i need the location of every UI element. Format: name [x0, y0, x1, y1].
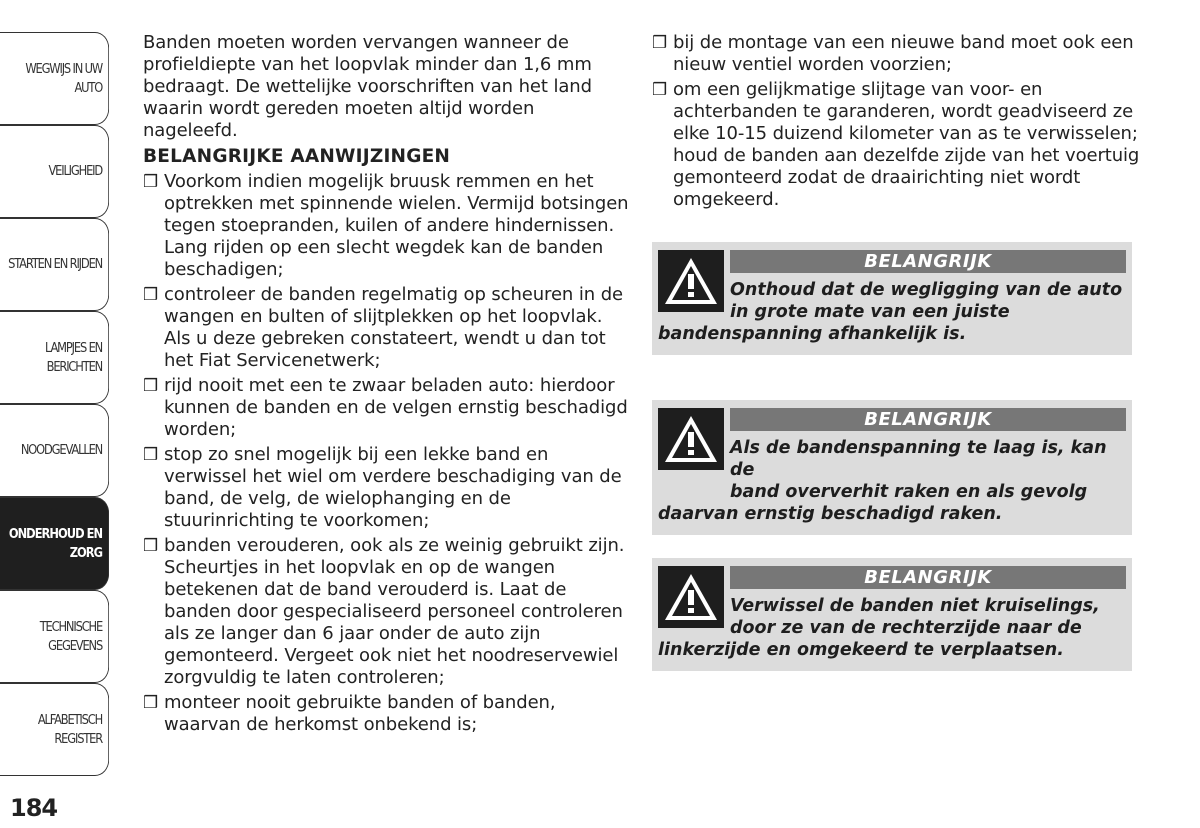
checkbox-bullet-icon: ❒ — [652, 80, 668, 100]
list-item — [143, 444, 633, 532]
warning-text-line: bandenspanning afhankelijk is. — [658, 324, 967, 344]
tab-label-line1: TECHNISCHE — [39, 619, 103, 635]
tab-label-line2: REGISTER — [54, 731, 103, 747]
warning-text-line: Als de bandenspanning te laag is, kan de — [730, 438, 1107, 480]
left-column — [143, 32, 633, 736]
tab-technische-gegevens[interactable] — [0, 590, 109, 683]
list-item — [143, 284, 633, 372]
warning-text-line: Verwissel de banden niet kruiselings, — [730, 596, 1100, 616]
checkbox-bullet-icon: ❒ — [143, 693, 159, 713]
right-column — [652, 32, 1142, 211]
list-item-text: bij de montage van een nieuwe band moet ook een nieuw ventiel worden voorzien; — [673, 32, 1134, 75]
tab-veiligheid[interactable] — [0, 125, 109, 218]
list-item-text: monteer nooit gebruikte banden of banden, waarvan de herkomst onbekend is; — [164, 692, 556, 735]
list-item-text: rijd nooit met een te zwaar beladen auto: hierdoor kunnen de banden en de velgen ernstig beschadigd worden; — [164, 375, 628, 440]
list-item — [143, 535, 633, 689]
warning-text-line: linkerzijde en omgekeerd te verplaatsen. — [658, 640, 1064, 660]
list-item — [143, 171, 633, 281]
warning-title: BELANGRIJK — [730, 566, 1126, 589]
tab-label-line1: ONDERHOUD EN — [8, 526, 103, 542]
tab-label-line1: VEILIGHEID — [48, 164, 103, 179]
tab-label-line2: AUTO — [74, 80, 103, 96]
chapter-tabs — [0, 32, 126, 776]
list-item-text: controleer de banden regelmatig op scheuren in de wangen en bulten of slijtplekken op het loopvlak. Als u deze gebreken constateert, wendt u dan tot het Fiat Servicenetwerk; — [164, 284, 623, 371]
warning-triangle-icon — [658, 566, 724, 628]
tab-label-line2: ZORG — [69, 545, 103, 561]
list-item-text: om een gelijkmatige slijtage van voor- en achterbanden te garanderen, wordt geadviseerd ze elke 10-15 duizend kilometer van as te verwisselen; houd de banden aan dezelfde zijde van het voertuig gemonteerd zodat de draairichting niet wordt omgekeerd. — [673, 79, 1140, 210]
page-number: 184 — [10, 794, 58, 822]
tab-wegwijs[interactable] — [0, 32, 109, 125]
checkbox-bullet-icon: ❒ — [143, 172, 159, 192]
list-item — [652, 79, 1142, 211]
checkbox-bullet-icon: ❒ — [143, 445, 159, 465]
checkbox-bullet-icon: ❒ — [652, 33, 668, 53]
tab-label-line2: BERICHTEN — [46, 359, 103, 375]
tab-noodgevallen[interactable] — [0, 404, 109, 497]
tab-onderhoud-active[interactable] — [0, 497, 109, 590]
list-item-text: Voorkom indien mogelijk bruusk remmen en het optrekken met spinnende wielen. Vermijd botsingen tegen stoepranden, kuilen of andere hindernissen. Lang rijden op een slecht wegdek kan de banden beschadigen; — [164, 171, 629, 280]
intro-paragraph: Banden moeten worden vervangen wanneer de profieldiepte van het loopvlak minder dan 1,6 mm bedraagt. De wettelijke voorschriften van het land waarin wordt gereden moeten altijd worden nageleefd. — [143, 32, 592, 141]
list-item — [143, 375, 633, 441]
list-item — [143, 692, 633, 736]
checkbox-bullet-icon: ❒ — [143, 536, 159, 556]
list-item-text: banden verouderen, ook als ze weinig gebruikt zijn. Scheurtjes in het loopvlak en op de wangen betekenen dat de band verouderd is. Laat de banden door gespecialiseerd personeel controleren als ze langer dan 6 jaar onder de auto zijn gemonteerd. Vergeet ook niet het noodreservewiel zorgvuldig te laten controleren; — [164, 535, 625, 688]
warning-text-line: in grote mate van een juiste — [730, 302, 1010, 322]
checkbox-bullet-icon: ❒ — [143, 376, 159, 396]
tab-lampjes[interactable] — [0, 311, 109, 404]
tab-alfabetisch-register[interactable] — [0, 683, 109, 776]
list-item — [652, 32, 1142, 76]
tab-label-line2: GEGEVENS — [48, 638, 103, 654]
tab-label-line1: ALFABETISCH — [37, 712, 103, 728]
section-heading: BELANGRIJKE AANWIJZINGEN — [143, 146, 451, 167]
warning-text-line: Onthoud dat de wegligging van de auto — [730, 280, 1123, 300]
tab-label-line1: STARTEN EN RIJDEN — [8, 257, 103, 272]
tab-label-line1: WEGWIJS IN UW — [25, 61, 103, 77]
warning-box — [652, 558, 1132, 671]
warning-box — [652, 400, 1132, 535]
warning-title: BELANGRIJK — [730, 250, 1126, 273]
warning-title: BELANGRIJK — [730, 408, 1126, 431]
warning-triangle-icon — [658, 408, 724, 470]
checkbox-bullet-icon: ❒ — [143, 285, 159, 305]
list-item-text: stop zo snel mogelijk bij een lekke band en verwissel het wiel om verdere beschadiging van de band, de velg, de wielophanging en de stuurinrichting te voorkomen; — [164, 444, 622, 531]
tab-label-line1: LAMPJES EN — [44, 340, 103, 356]
warning-text-line: door ze van de rechterzijde naar de — [730, 618, 1082, 638]
warning-box — [652, 242, 1132, 355]
warning-triangle-icon — [658, 250, 724, 312]
warning-text-line: daarvan ernstig beschadigd raken. — [658, 504, 1003, 524]
tab-label-line1: NOODGEVALLEN — [20, 443, 103, 458]
tab-starten-en-rijden[interactable] — [0, 218, 109, 311]
warning-text-line: band oververhit raken en als gevolg — [730, 482, 1088, 502]
